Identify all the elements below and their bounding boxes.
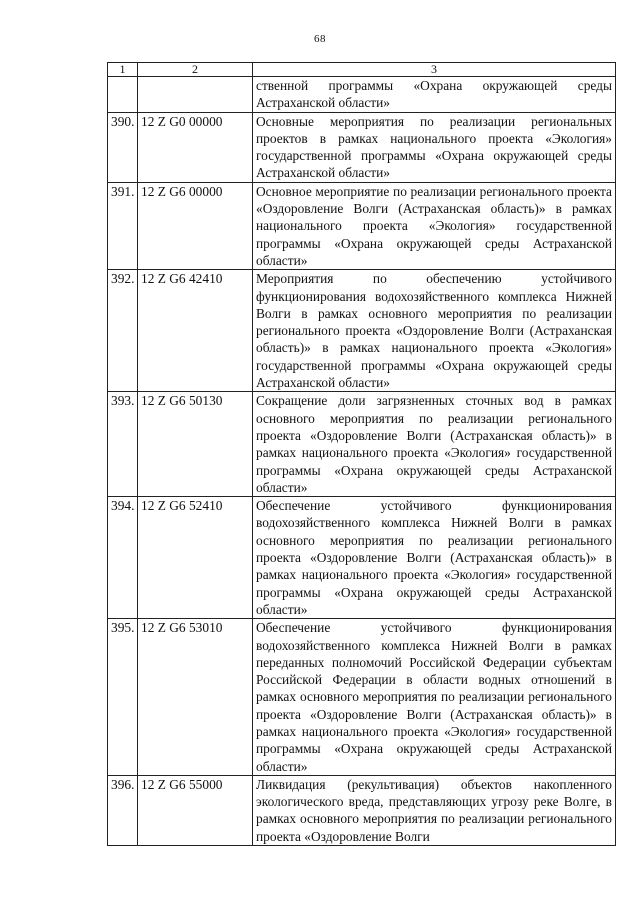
row-description: Мероприятия по обеспечению устойчивого функционирования водохозяйственного комплекса Нижней Волги в рамках основного мероприятия по реализации регионального проекта «Оздоровление Волги (Астраханская область)» в рамках национального проекта «Экология» государственной программы «Охрана окружающей среды Астраханской области»: [253, 270, 616, 392]
row-code: 12 Z G0 00000: [138, 112, 253, 182]
row-number: [108, 77, 138, 113]
row-code: 12 Z G6 52410: [138, 497, 253, 619]
row-code: 12 Z G6 55000: [138, 775, 253, 845]
row-number: 395.: [108, 619, 138, 776]
table-row: [108, 619, 616, 776]
row-number: 391.: [108, 182, 138, 269]
column-header-number: 1: [108, 63, 138, 77]
table-row: [108, 112, 616, 182]
page-number: 68: [314, 33, 326, 45]
row-number: 394.: [108, 497, 138, 619]
table-row: [108, 392, 616, 497]
row-number: 390.: [108, 112, 138, 182]
column-header-code: 2: [138, 63, 253, 77]
row-code: [138, 77, 253, 113]
table-row: [108, 182, 616, 269]
row-code: 12 Z G6 00000: [138, 182, 253, 269]
table-header-row: [108, 63, 616, 77]
table-row: [108, 270, 616, 392]
column-header-description: 3: [253, 63, 616, 77]
row-description: Обеспечение устойчивого функционирования водохозяйственного комплекса Нижней Волги в рамках переданных полномочий Российской Федерации субъектам Российской Федерации в области водных отношений в рамках основного мероприятия по реализации регионального проекта «Оздоровление Волги (Астраханская область)» в рамках национального проекта «Экология» государственной программы «Охрана окружающей среды Астраханской области»: [253, 619, 616, 776]
row-code: 12 Z G6 50130: [138, 392, 253, 497]
row-description: Сокращение доли загрязненных сточных вод в рамках основного мероприятия по реализации регионального проекта «Оздоровление Волги (Астраханская область)» в рамках национального проекта «Экология» государственной программы «Охрана окружающей среды Астраханской области»: [253, 392, 616, 497]
row-description: Основные мероприятия по реализации региональных проектов в рамках национального проекта «Экология» государственной программы «Охрана окружающей среды Астраханской области»: [253, 112, 616, 182]
table-row: [108, 77, 616, 113]
row-code: 12 Z G6 42410: [138, 270, 253, 392]
table-row: [108, 775, 616, 845]
budget-classification-table: [107, 62, 616, 846]
row-description: Основное мероприятие по реализации регионального проекта «Оздоровление Волги (Астраханская область)» в рамках национального проекта «Экология» государственной программы «Охрана окружающей среды Астраханской области»: [253, 182, 616, 269]
row-number: 396.: [108, 775, 138, 845]
row-description: ственной программы «Охрана окружающей среды Астраханской области»: [253, 77, 616, 113]
row-number: 393.: [108, 392, 138, 497]
table-row: [108, 497, 616, 619]
row-code: 12 Z G6 53010: [138, 619, 253, 776]
row-description: Ликвидация (рекультивация) объектов накопленного экологического вреда, представляющих угрозу реке Волге, в рамках основного мероприятия по реализации регионального проекта «Оздоровление Волги: [253, 775, 616, 845]
row-number: 392.: [108, 270, 138, 392]
row-description: Обеспечение устойчивого функционирования водохозяйственного комплекса Нижней Волги в рамках основного мероприятия по реализации регионального проекта «Оздоровление Волги (Астраханская область)» в рамках национального проекта «Экология» государственной программы «Охрана окружающей среды Астраханской области»: [253, 497, 616, 619]
